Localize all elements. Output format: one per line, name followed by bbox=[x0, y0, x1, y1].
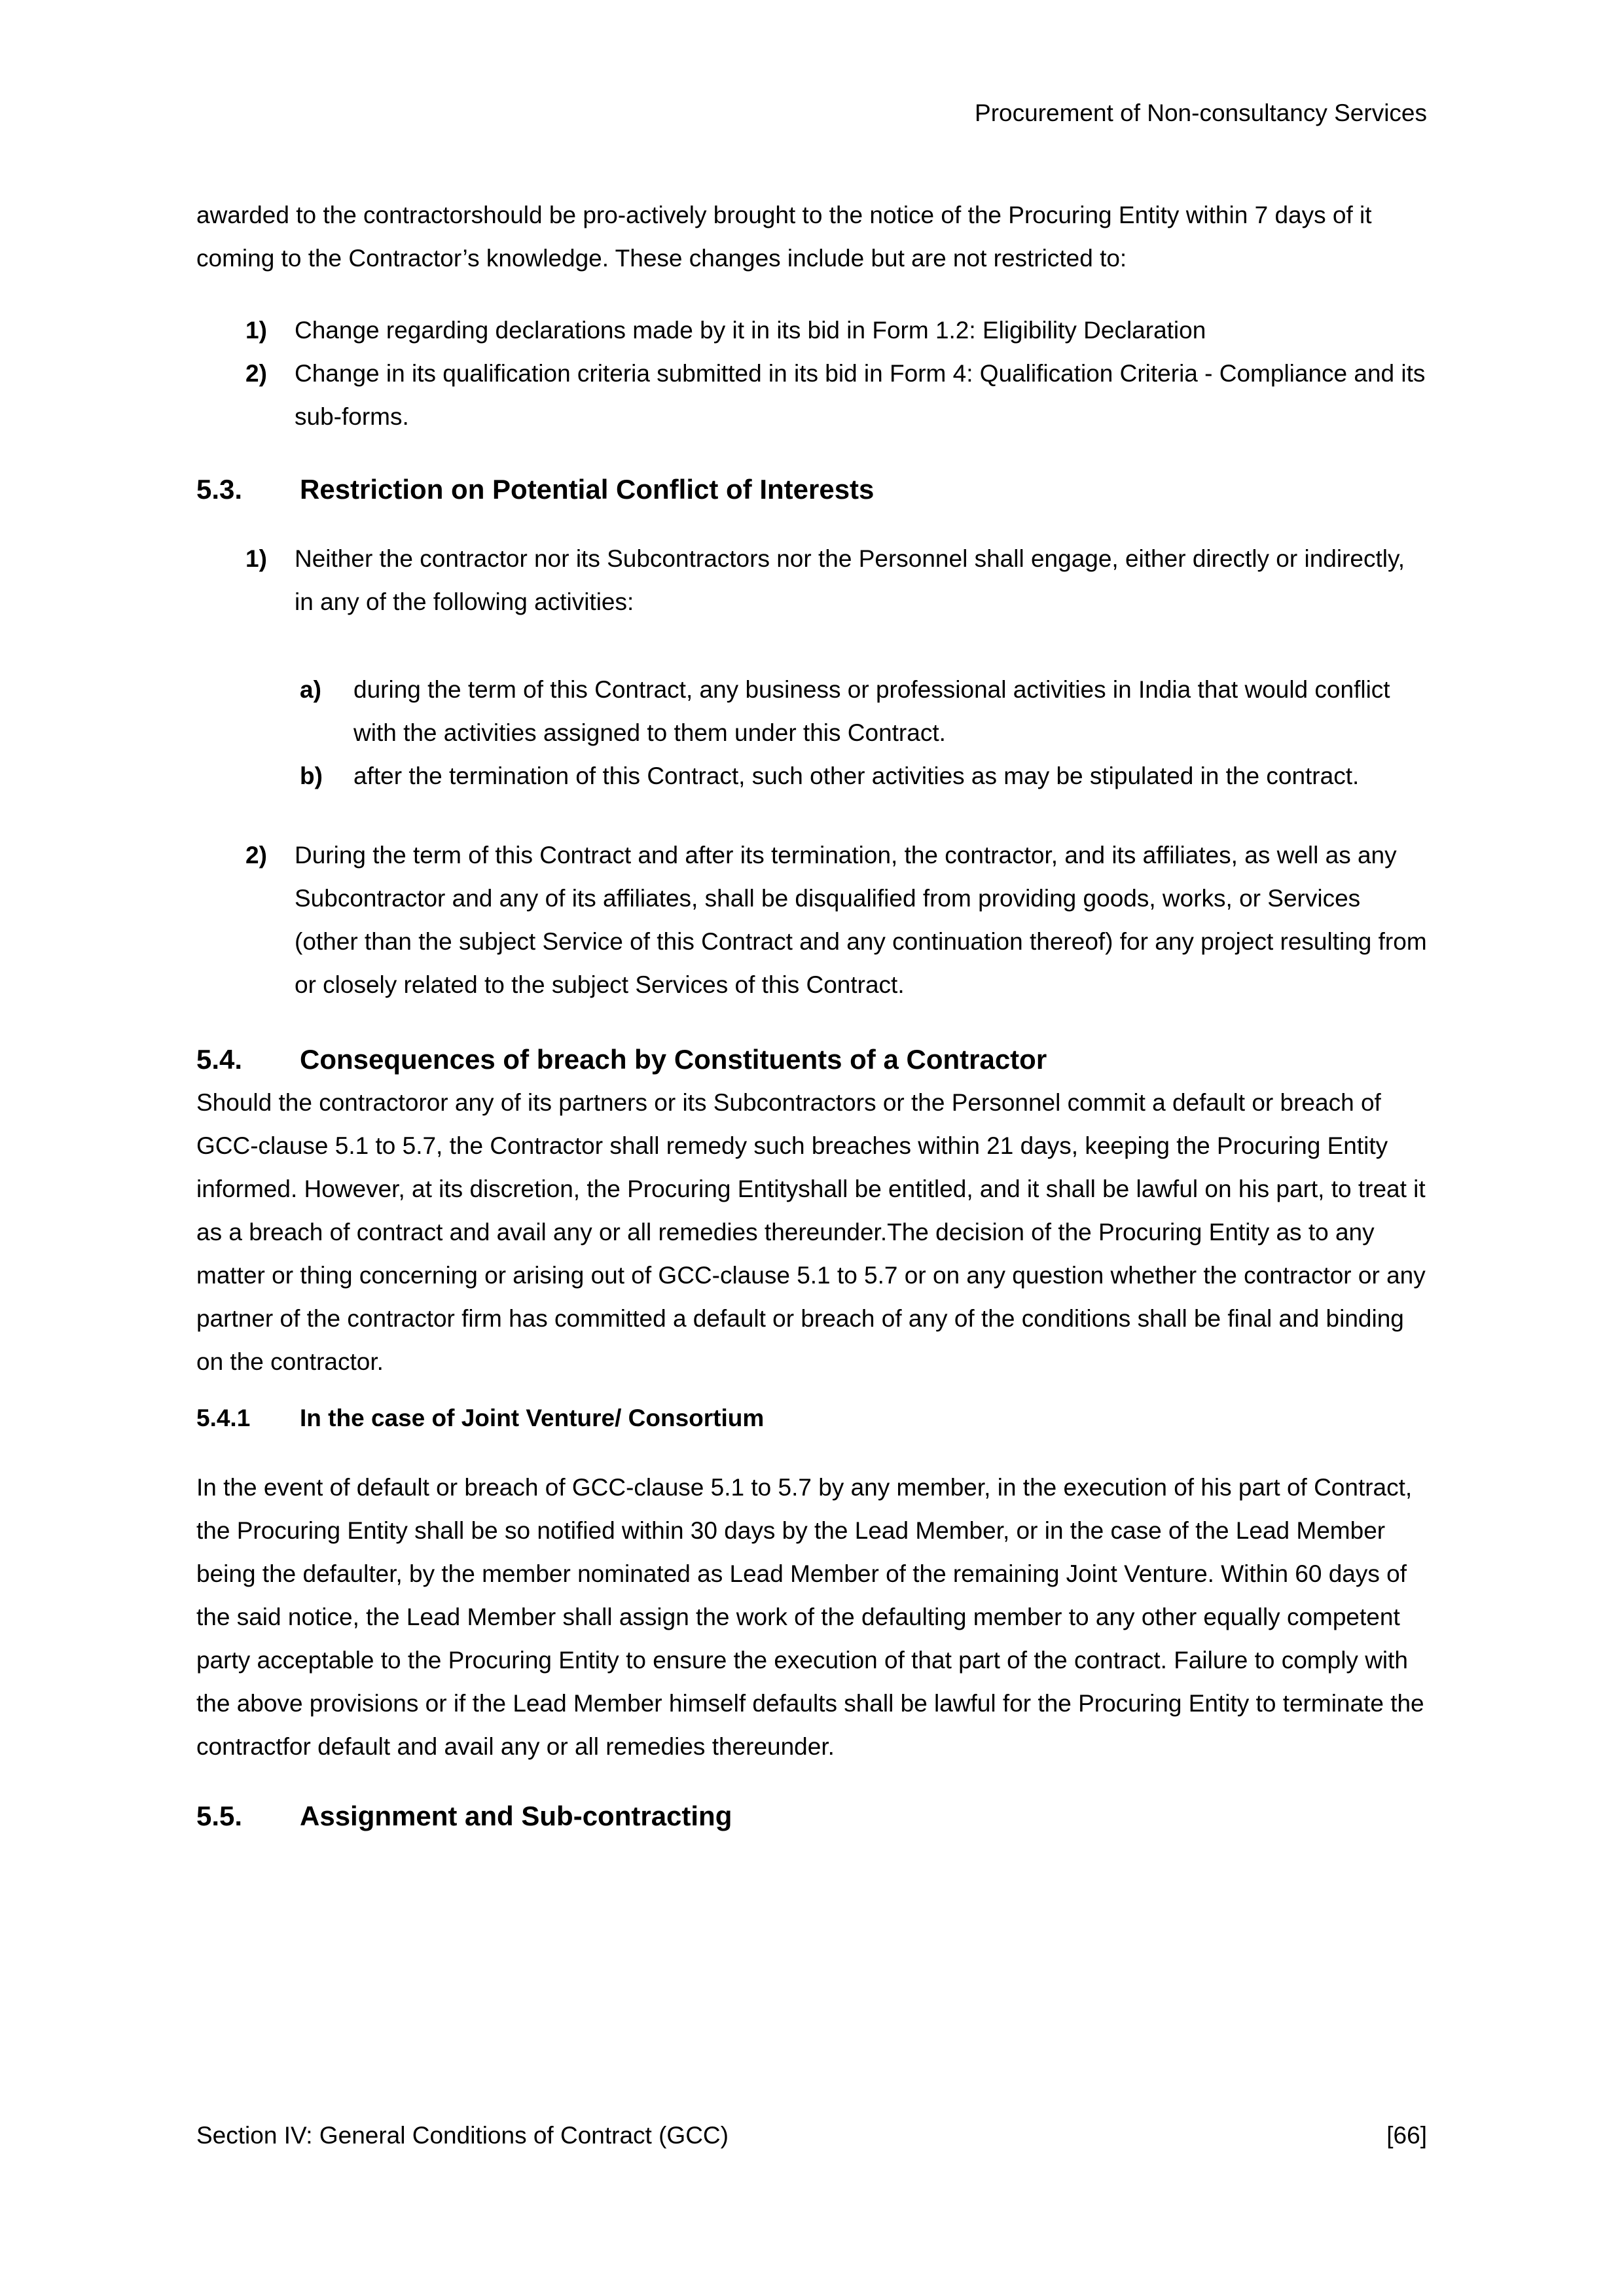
sub-list bbox=[196, 668, 1427, 798]
list-item-text: during the term of this Contract, any business or professional activities in India that would conflict with the activities assigned to them under this Contract. bbox=[353, 676, 1390, 746]
section-number: 5.5. bbox=[196, 1801, 243, 1831]
section-5-4-1-body: In the event of default or breach of GCC-clause 5.1 to 5.7 by any member, in the execution of his part of Contract, the Procuring Entity shall be so notified within 30 days by the Lead Member, or in the case of the Lead Member being the defaulter, by the member nominated as Lead Member of the remaining Joint Venture. Within 60 days of the said notice, the Lead Member shall assign the work of the defaulting member to any other equally competent party acceptable to the Procuring Entity to ensure the execution of that part of the contract. Failure to comply with the above provisions or if the Lead Member himself defaults shall be lawful for the Procuring Entity to terminate the contractfor default and avail any or all remedies thereunder. bbox=[196, 1474, 1424, 1760]
section-5-4-body: Should the contractoror any of its partners or its Subcontractors or the Personnel commit a default or breach of GCC-clause 5.1 to 5.7, the Contractor shall remedy such breaches within 21 days, keeping the Procuring Entity informed. However, at its discretion, the Procuring Entityshall be entitled, and it shall be lawful on his part, to treat it as a breach of contract and avail any or all remedies thereunder.The decision of the Procuring Entity as to any matter or thing concerning or arising out of GCC-clause 5.1 to 5.7 or on any question whether the contractor or any partner of the contractor firm has committed a default or breach of any of the conditions shall be final and binding on the contractor. bbox=[196, 1089, 1426, 1375]
section-title: Restriction on Potential Conflict of Interests bbox=[300, 474, 875, 505]
list-item bbox=[196, 309, 1427, 352]
intro-paragraph: awarded to the contractorshould be pro-actively brought to the notice of the Procuring Entity within 7 days of it coming to the Contractor’s knowledge. These changes include but are not restricted to: bbox=[196, 202, 1372, 272]
list-marker: 2) bbox=[245, 842, 267, 869]
section-title: Assignment and Sub-contracting bbox=[300, 1801, 732, 1831]
footer-page-number: [66] bbox=[1386, 2122, 1427, 2149]
section-5-5-heading bbox=[196, 1795, 1427, 1838]
change-list bbox=[196, 309, 1427, 439]
section-title: In the case of Joint Venture/ Consortium bbox=[300, 1405, 765, 1431]
list-item-text: Change regarding declarations made by it in its bid in Form 1.2: Eligibility Declaration bbox=[295, 317, 1206, 344]
page-footer bbox=[196, 2114, 1427, 2157]
list-item-text: Neither the contractor nor its Subcontractors nor the Personnel shall engage, either directly or indirectly, in any of the following activities: bbox=[295, 545, 1405, 615]
sub-list-item bbox=[196, 755, 1427, 798]
list-item-text: During the term of this Contract and after its termination, the contractor, and its affiliates, as well as any Subcontractor and any of its affiliates, shall be disqualified from providing goods, works, or Services (other than the subject Service of this Contract and any continuation thereof) for any project resulting from or closely related to the subject Services of this Contract. bbox=[295, 842, 1427, 998]
section-number: 5.3. bbox=[196, 474, 243, 505]
section-number: 5.4.1 bbox=[196, 1405, 251, 1431]
section-number: 5.4. bbox=[196, 1044, 243, 1075]
list-marker: 1) bbox=[245, 317, 267, 344]
section-5-4-1-heading bbox=[196, 1397, 1427, 1440]
list-item-text: after the termination of this Contract, such other activities as may be stipulated in the contract. bbox=[353, 762, 1360, 789]
list-item bbox=[196, 537, 1427, 624]
list-marker: 2) bbox=[245, 360, 267, 387]
list-item-text: Change in its qualification criteria submitted in its bid in Form 4: Qualification Criteria - Compliance and its sub-forms. bbox=[295, 360, 1426, 430]
section-5-3-heading bbox=[196, 468, 1427, 511]
list-item bbox=[196, 352, 1427, 439]
sub-list-item bbox=[196, 668, 1427, 755]
list-marker: b) bbox=[300, 762, 323, 789]
page-header bbox=[196, 92, 1427, 135]
section-5-4-heading bbox=[196, 1038, 1427, 1081]
list-marker: a) bbox=[300, 676, 321, 703]
header-title: Procurement of Non-consultancy Services bbox=[975, 99, 1427, 126]
list-marker: 1) bbox=[245, 545, 267, 572]
list-item bbox=[196, 834, 1427, 1007]
section-title: Consequences of breach by Constituents of a Contractor bbox=[300, 1044, 1047, 1075]
footer-section-label: Section IV: General Conditions of Contract (GCC) bbox=[196, 2122, 729, 2149]
